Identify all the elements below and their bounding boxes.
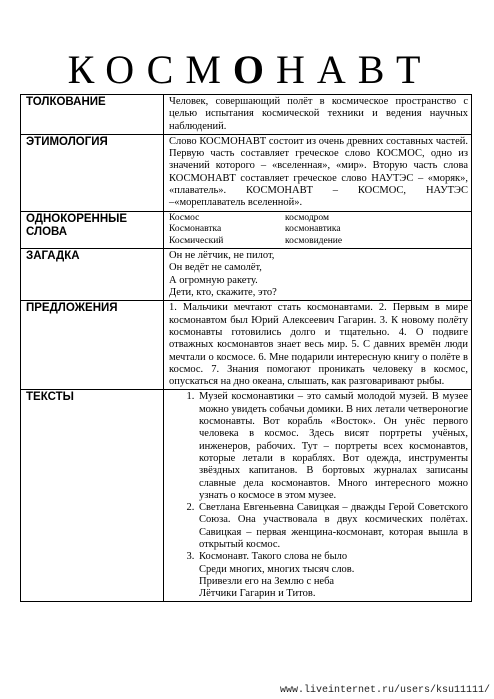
text-tolkovanie: Человек, совершающий полёт в космическое пространство с целью испытания космической техники и ведения научных наблюдений. [164, 95, 472, 135]
list-item: 2. Светлана Евгеньевна Савицкая – дважды Герой Советского Союза. Она участвовала в двух космических полётах. Савицкая – первая женщина-космонавт, которая вышла в открытый космос. [197, 502, 468, 551]
riddle-line: Дети, кто, скажите, это? [169, 287, 277, 299]
label-teksty: ТЕКСТЫ [21, 390, 164, 602]
title-bold-letter: О [232, 47, 277, 92]
label-odnokorennye: ОДНОКОРЕННЫЕ СЛОВА [21, 211, 164, 249]
label-etimologiya: ЭТИМОЛОГИЯ [21, 134, 164, 211]
texts-list [169, 391, 468, 600]
poem-line: Лётчики Гагарин и Титов. [199, 588, 316, 600]
related-word: Космический [169, 235, 224, 246]
title-part-1: КОСМ [67, 47, 233, 92]
riddle-line: Он не лётчик, не пилот, [169, 250, 275, 262]
source-url: www.liveinternet.ru/users/ksu11111/ [279, 685, 490, 696]
poem-line: Среди многих, многих тысяч слов. [199, 563, 355, 575]
list-item: 1. Музей космонавтики – это самый молодой музей. В музее можно увидеть собачьи домики. В них летали четвероногие космонавты. Вот корабль «Восток». Он унёс первого человека в космос. Здесь висят портреты учёных, инженеров, рабочих. Тут – портреты всех космонавтов, которые летали в кораблях. Вот одежда, инструменты звёздных капитанов. В бортовых журналах записаны славные дела космонавтов. Много интересного можно узнать о космосе в этом музее. [197, 391, 468, 502]
row-odnokorennye [21, 211, 472, 249]
poem-line: Привезли его на Землю с неба [199, 575, 335, 587]
related-word: Космос [169, 212, 200, 223]
related-word: Космонавтка [169, 224, 222, 235]
word-card-table [20, 94, 472, 602]
row-predlozheniya [21, 301, 472, 390]
row-etimologiya [21, 134, 472, 211]
riddle [164, 249, 472, 301]
riddle-line: А огромную ракету. [169, 274, 258, 286]
row-zagadka [21, 249, 472, 301]
poem-line: 3. Космонавт. Такого слова не было [199, 551, 348, 563]
related-word: космонавтика [285, 224, 341, 235]
riddle-line: Он ведёт не самолёт, [169, 262, 262, 274]
texts-list-cell [164, 390, 472, 602]
page-title [0, 48, 494, 92]
row-teksty [21, 390, 472, 602]
text-etimologiya: Слово КОСМОНАВТ состоит из очень древних составных частей. Первую часть составляет греческое слово КОСМОС, одно из значений которого – «вселенная», «мир». Вторую часть слова КОСМОНАВТ составляет греческое слово НАУТЭС – «моряк», «плаватель». КОСМОНАВТ – КОСМОС, НАУТЭС –«мореплаватель вселенной». [164, 134, 472, 211]
label-tolkovanie: ТОЛКОВАНИЕ [21, 95, 164, 135]
related-words [164, 211, 472, 249]
related-word: космовидение [285, 235, 343, 246]
text-predlozheniya: 1. Мальчики мечтают стать космонавтами. 2. Первым в мире космонавтом был Юрий Алексеевич Гагарин. 3. К новому полёту космонавты готовились долго и тщательно. 4. О подвиге отважных космонавтов знает весь мир. 5. С давних времён люди мечтали о космосе. 6. Мне подарили интересную книгу о полёте в космос. 7. Знания помогают проникать человеку в космос, опускаться на дно океана, слышать, как разговаривают рыбы. [164, 301, 472, 390]
list-item [197, 551, 468, 600]
title-part-2: НАВТ [276, 47, 433, 92]
row-tolkovanie [21, 95, 472, 135]
related-word: космодром [285, 212, 329, 223]
label-predlozheniya: ПРЕДЛОЖЕНИЯ [21, 301, 164, 390]
label-zagadka: ЗАГАДКА [21, 249, 164, 301]
